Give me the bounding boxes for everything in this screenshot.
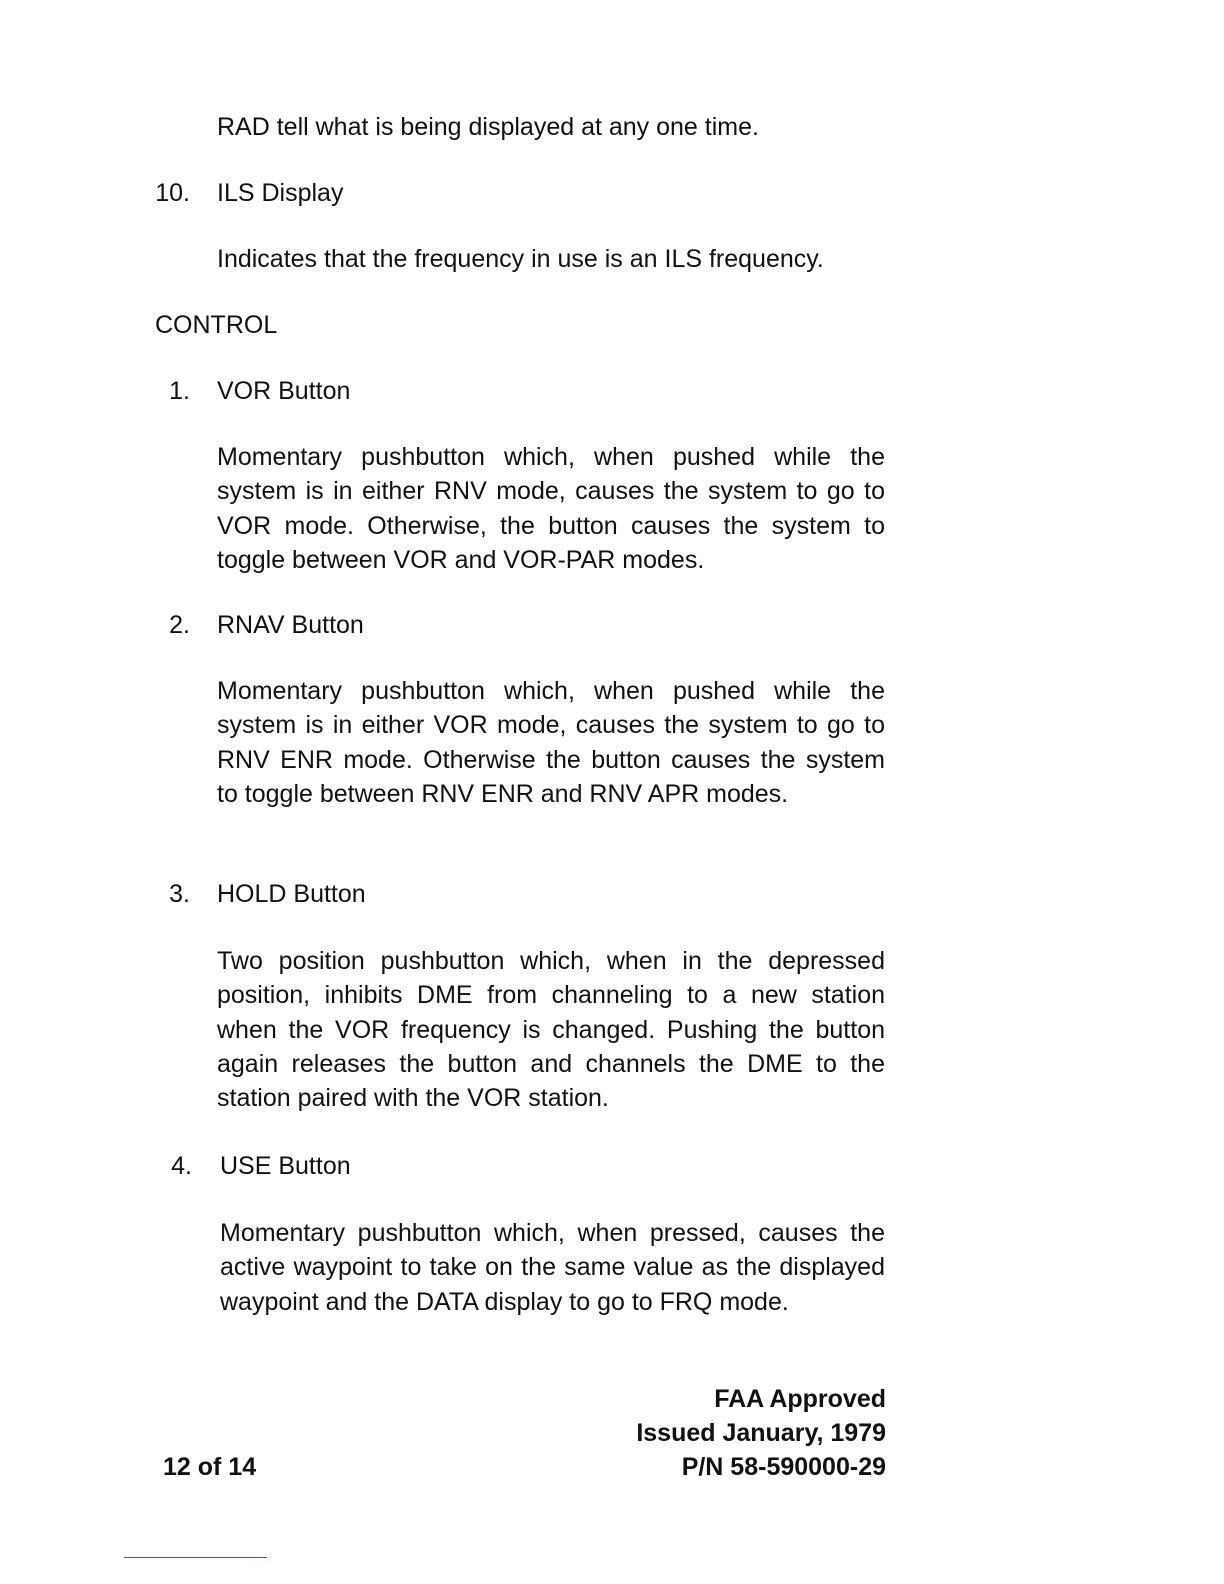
control-1-title: VOR Button	[217, 377, 351, 405]
ils-text: Indicates that the frequency in use is an ILS frequency.	[217, 245, 824, 273]
control-4-text: Momentary pushbutton which, when pressed, causes the active waypoint to take on the same value as the displayed waypoint and the DATA display to go to FRQ mode.	[220, 1219, 885, 1316]
control-4-number: 4.	[171, 1152, 192, 1180]
bottom-rule	[124, 1557, 267, 1558]
footer-approval: FAA Approved	[714, 1385, 886, 1413]
ils-title: ILS Display	[217, 179, 344, 207]
page-number: 12 of 14	[163, 1453, 257, 1481]
ils-number: 10.	[155, 179, 190, 207]
control-3-number: 3.	[169, 880, 190, 908]
footer-issued: Issued January, 1979	[636, 1419, 886, 1447]
control-2-text: Momentary pushbutton which, when pushed while the system is in either VOR mode, causes the system to go to RNV ENR mode. Otherwise the button causes the system to toggle between RNV ENR and RNV APR modes.	[217, 677, 885, 808]
control-1-number: 1.	[169, 377, 190, 405]
footer-approval-block	[636, 1382, 886, 1484]
control-4-title: USE Button	[220, 1152, 351, 1180]
control-1-text: Momentary pushbutton which, when pushed while the system is in either RNV mode, causes the system to go to VOR mode. Otherwise, the button causes the system to toggle between VOR and VOR-PAR modes.	[217, 443, 885, 574]
footer-part-number: P/N 58-590000-29	[681, 1453, 886, 1481]
control-3-title: HOLD Button	[217, 880, 366, 908]
control-3-text: Two position pushbutton which, when in the depressed position, inhibits DME from channeling to a new station when the VOR frequency is changed. Pushing the button again releases the button and channels the DME to the station paired with the VOR station.	[217, 947, 885, 1113]
control-heading: CONTROL	[155, 311, 278, 339]
control-2-title: RNAV Button	[217, 611, 364, 639]
control-2-number: 2.	[169, 611, 190, 639]
intro-line: RAD tell what is being displayed at any one time.	[217, 113, 759, 141]
